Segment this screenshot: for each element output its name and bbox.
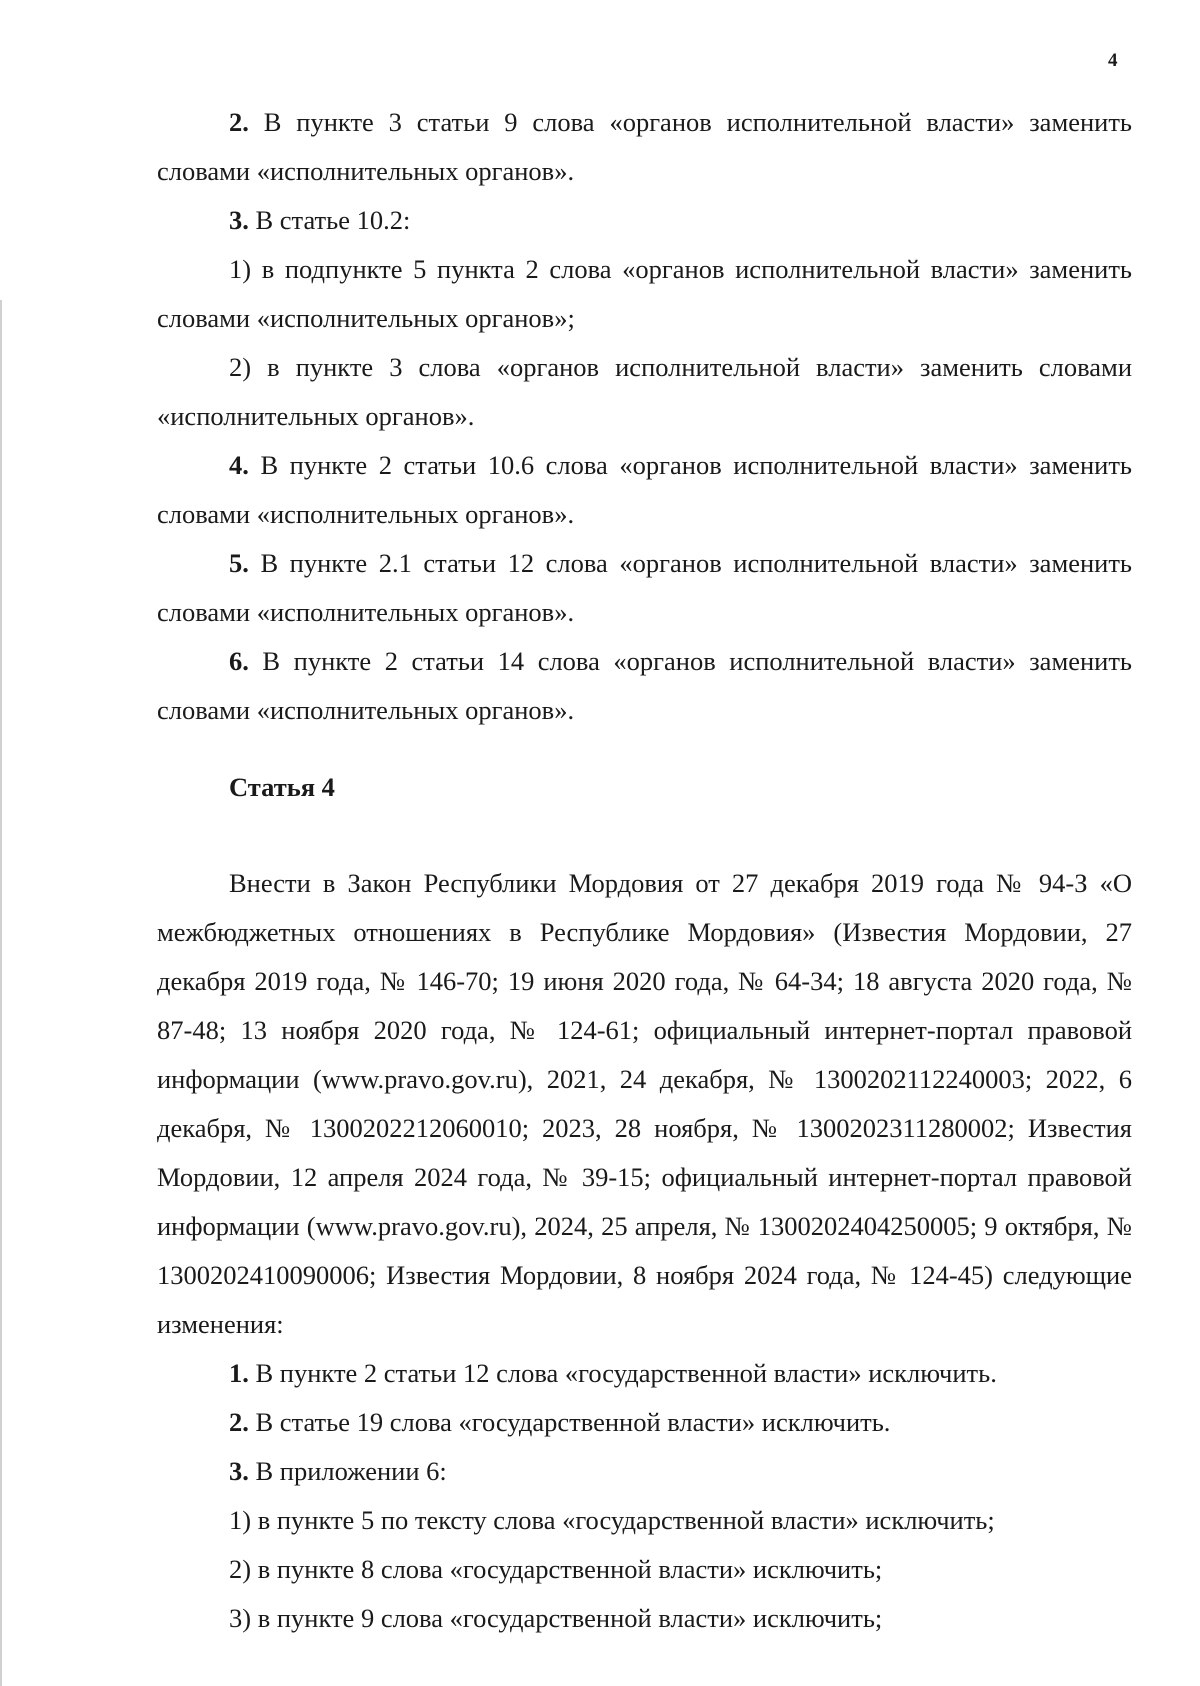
page-number: 4 (1108, 50, 1118, 71)
article-intro (157, 859, 1132, 1349)
article-4-body (157, 859, 1132, 1643)
paragraph-item-1 (157, 1349, 1132, 1398)
paragraph-item-2 (157, 98, 1132, 196)
amendments-section-3 (157, 98, 1132, 735)
paragraph-item-6 (157, 637, 1132, 735)
paragraph-item-5 (157, 539, 1132, 637)
paragraph-text: 3) в пункте 9 слова «государственной власти» исключить; (229, 1603, 883, 1633)
item-number: 2. (229, 1407, 249, 1437)
paragraph-text: В пункте 2 статьи 14 слова «органов исполнительной власти» заменить словами «исполнительных органов». (157, 646, 1132, 725)
subitem-1 (157, 245, 1132, 343)
paragraph-item-3 (157, 196, 1132, 245)
item-number: 4. (229, 450, 249, 480)
paragraph-text: 2) в пункте 3 слова «органов исполнительной власти» заменить словами «исполнительных органов». (157, 352, 1132, 431)
paragraph-text: В пункте 2 статьи 12 слова «государственной власти» исключить. (248, 1358, 997, 1388)
paragraph-item-3 (157, 1447, 1132, 1496)
paragraph-text: 2) в пункте 8 слова «государственной власти» исключить; (229, 1554, 883, 1584)
item-number: 3. (229, 205, 249, 235)
subitem-2 (157, 343, 1132, 441)
item-number: 1. (229, 1358, 249, 1388)
paragraph-text: 1) в подпункте 5 пункта 2 слова «органов исполнительной власти» заменить словами «исполнительных органов»; (157, 254, 1132, 333)
paragraph-item-2 (157, 1398, 1132, 1447)
paragraph-text: 1) в пункте 5 по тексту слова «государственной власти» исключить; (229, 1505, 995, 1535)
item-number: 3. (229, 1456, 249, 1486)
item-number: 2. (229, 107, 249, 137)
paragraph-text: В пункте 2.1 статьи 12 слова «органов исполнительной власти» заменить словами «исполнительных органов». (157, 548, 1132, 627)
item-number: 6. (229, 646, 249, 676)
paragraph-text: В статье 19 слова «государственной власти» исключить. (248, 1407, 891, 1437)
paragraph-text: В пункте 2 статьи 10.6 слова «органов исполнительной власти» заменить словами «исполнительных органов». (157, 450, 1132, 529)
scan-edge-line (0, 300, 2, 1686)
paragraph-text: Внести в Закон Республики Мордовия от 27 декабря 2019 года № 94-З «О межбюджетных отношениях в Республике Мордовия» (Известия Мордовии, 27 декабря 2019 года, № 146-70; 19 июня 2020 года, № 64-34; 18 августа 2020 года, № 87-48; 13 ноября 2020 года, № 124-61; официальный интернет-портал правовой информации (www.pravo.gov.ru), 2021, 24 декабря, № 1300202112240003; 2022, 6 декабря, № 1300202212060010; 2023, 28 ноября, № 1300202311280002; Известия Мордовии, 12 апреля 2024 года, № 39-15; официальный интернет-портал правовой информации (www.pravo.gov.ru), 2024, 25 апреля, № 1300202404250005; 9 октября, № 1300202410090006; Известия Мордовии, 8 ноября 2024 года, № 124-45) следующие изменения: (157, 868, 1132, 1339)
subitem-2 (157, 1545, 1132, 1594)
subitem-1 (157, 1496, 1132, 1545)
paragraph-text: В пункте 3 статьи 9 слова «органов исполнительной власти» заменить словами «исполнительных органов». (157, 107, 1132, 186)
paragraph-item-4 (157, 441, 1132, 539)
paragraph-text: В статье 10.2: (248, 205, 411, 235)
subitem-3 (157, 1594, 1132, 1643)
paragraph-text: В приложении 6: (248, 1456, 447, 1486)
item-number: 5. (229, 548, 249, 578)
article-heading: Статья 4 (229, 772, 335, 802)
